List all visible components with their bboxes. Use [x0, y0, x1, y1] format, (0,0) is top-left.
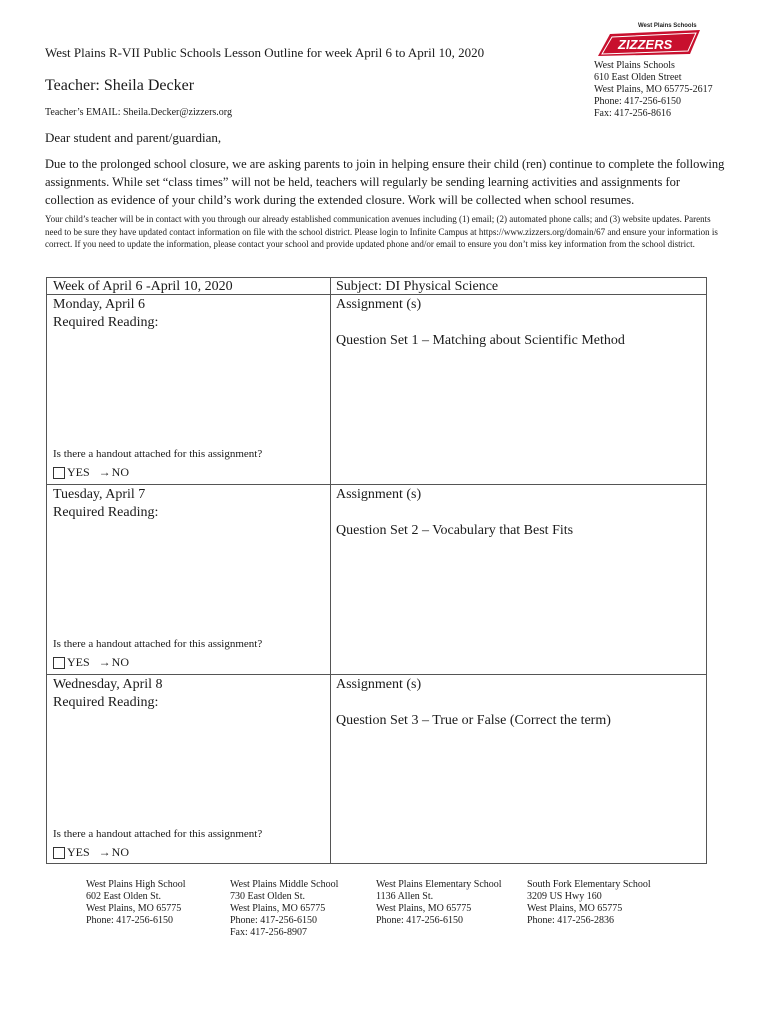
zizzers-logo [596, 20, 704, 60]
document-title: West Plains R-VII Public Schools Lesson Outline for week April 6 to April 10, 2020 [45, 45, 485, 60]
assignment-text: Question Set 1 – Matching about Scientific Method [336, 333, 625, 348]
footer-school-name: West Plains Elementary School [376, 879, 502, 890]
footer-school-middle [230, 879, 338, 939]
arrow-right-icon: → [98, 845, 111, 859]
handout-options [53, 845, 129, 860]
footer-school-phone: Phone: 417-256-6150 [376, 915, 463, 926]
assignment-label: Assignment (s) [336, 487, 422, 502]
intro-paragraph: Due to the prolonged school closure, we are asking parents to join in helping ensure their child (ren) continue to complete the following assignments. While set “class times” will not be held, teachers will regularly be sending learning activities and assignments for collection as evidence of your child’s work during the extended closure. Work will be collected when school resumes. [45, 157, 725, 207]
footer-school-phone: Phone: 417-256-6150 [230, 915, 317, 926]
handout-question: Is there a handout attached for this assignment? [53, 638, 263, 650]
school-fax: Fax: 417-256-8616 [594, 108, 671, 119]
no-label: NO [111, 465, 130, 479]
day-label: Monday, April 6 [53, 297, 146, 312]
footer-school-name: West Plains Middle School [230, 879, 339, 890]
teacher-email: Teacher’s EMAIL: Sheila.Decker@zizzers.org [45, 107, 232, 118]
yes-checkbox[interactable] [53, 657, 65, 669]
school-address [594, 60, 713, 120]
greeting: Dear student and parent/guardian, [45, 130, 222, 145]
no-label: NO [111, 655, 130, 669]
footer-school-street: 3209 US Hwy 160 [527, 891, 602, 902]
notice-paragraph: Your child’s teacher will be in contact with you through our already established communication avenues including (1) email; (2) automated phone calls; and (3) website updates. Parents need to be sure they have updated contact information on file with the school district. Please login to Infinite Campus at https://www.zizzers.org/domain/67 and ensure your information is correct. If you need to update the information, please contact your school and provide updated phone and/or email to ensure you don’t miss key information from the school district. [45, 214, 718, 249]
assignment-text: Question Set 2 – Vocabulary that Best Fits [336, 523, 574, 538]
footer-school-city: West Plains, MO 65775 [86, 903, 182, 914]
assignment-text: Question Set 3 – True or False (Correct the term) [336, 713, 611, 728]
column-divider [330, 278, 331, 863]
lesson-outline-table [46, 277, 707, 864]
assignment-label: Assignment (s) [336, 677, 422, 692]
footer-school-street: 730 East Olden St. [230, 891, 305, 902]
yes-label: YES [67, 465, 90, 479]
arrow-right-icon: → [98, 655, 111, 669]
footer-school-name: West Plains High School [86, 879, 186, 890]
footer-school-phone: Phone: 417-256-6150 [86, 915, 173, 926]
required-reading-label: Required Reading: [53, 505, 159, 520]
footer-school-street: 1136 Allen St. [376, 891, 434, 902]
footer-school-city: West Plains, MO 65775 [527, 903, 623, 914]
row-divider [47, 674, 706, 675]
school-city: West Plains, MO 65775-2617 [594, 84, 713, 95]
footer-school-fax: Fax: 417-256-8907 [230, 927, 307, 938]
no-label: NO [111, 845, 130, 859]
day-label: Tuesday, April 7 [53, 487, 146, 502]
subject-header: Subject: DI Physical Science [336, 279, 499, 294]
yes-checkbox[interactable] [53, 467, 65, 479]
week-header: Week of April 6 -April 10, 2020 [53, 279, 233, 294]
required-reading-label: Required Reading: [53, 695, 159, 710]
footer-school-elementary [376, 879, 502, 927]
footer-school-high [86, 879, 185, 927]
handout-options [53, 655, 129, 670]
logo-top-text: West Plains Schools [638, 23, 697, 29]
handout-question: Is there a handout attached for this assignment? [53, 828, 263, 840]
school-name: West Plains Schools [594, 60, 675, 71]
day-label: Wednesday, April 8 [53, 677, 163, 692]
required-reading-label: Required Reading: [53, 315, 159, 330]
handout-options [53, 465, 129, 480]
footer-school-street: 602 East Olden St. [86, 891, 161, 902]
teacher-name: Teacher: Sheila Decker [45, 77, 195, 94]
school-street: 610 East Olden Street [594, 72, 682, 83]
footer-school-city: West Plains, MO 65775 [376, 903, 472, 914]
logo-main-text: ZIZZERS [618, 37, 673, 52]
footer-school-south-fork [527, 879, 651, 927]
handout-question: Is there a handout attached for this assignment? [53, 448, 263, 460]
yes-label: YES [67, 845, 90, 859]
row-divider [47, 484, 706, 485]
arrow-right-icon: → [98, 465, 111, 479]
yes-label: YES [67, 655, 90, 669]
school-phone: Phone: 417-256-6150 [594, 96, 681, 107]
assignment-label: Assignment (s) [336, 297, 422, 312]
footer-school-name: South Fork Elementary School [527, 879, 651, 890]
footer-school-city: West Plains, MO 65775 [230, 903, 326, 914]
footer-school-phone: Phone: 417-256-2836 [527, 915, 614, 926]
yes-checkbox[interactable] [53, 847, 65, 859]
